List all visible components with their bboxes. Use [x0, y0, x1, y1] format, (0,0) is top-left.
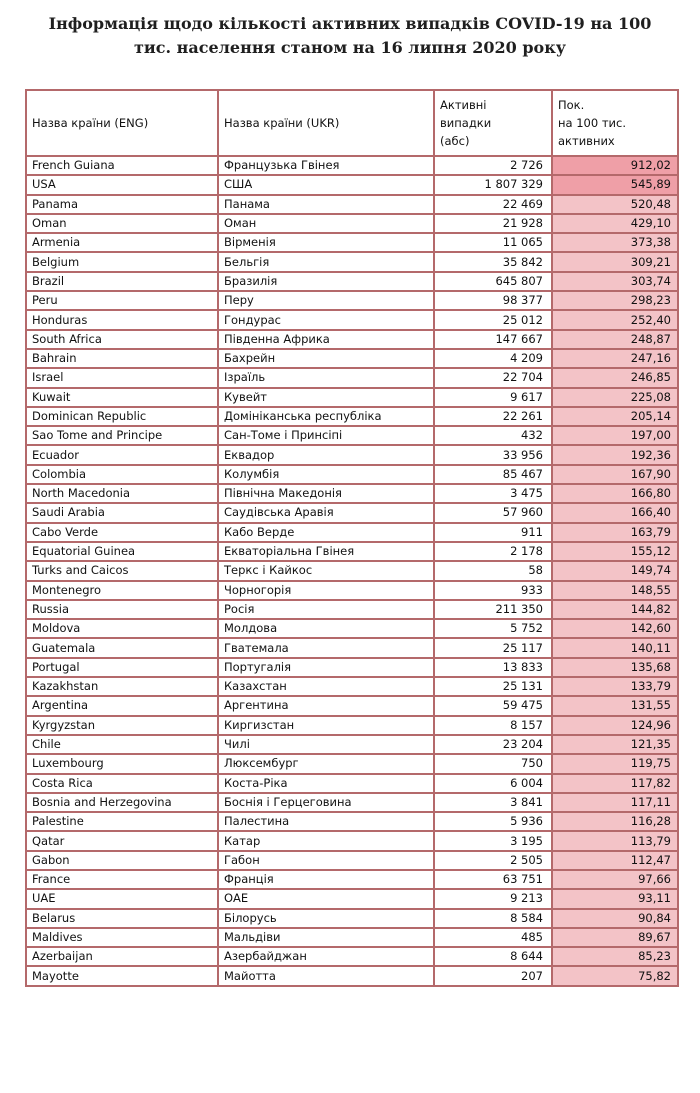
- cell-country-eng: Saudi Arabia: [26, 503, 218, 522]
- cell-country-ukr: Саудівська Аравія: [218, 503, 434, 522]
- cell-active-cases: 25 012: [434, 310, 552, 329]
- cell-rate: 85,23: [552, 947, 678, 966]
- cell-country-eng: Bosnia and Herzegovina: [26, 793, 218, 812]
- cell-rate: 248,87: [552, 330, 678, 349]
- cell-country-ukr: Катар: [218, 831, 434, 850]
- cell-active-cases: 2 178: [434, 542, 552, 561]
- cell-country-ukr: Кувейт: [218, 388, 434, 407]
- cell-country-ukr: Чилі: [218, 735, 434, 754]
- cell-rate: 93,11: [552, 889, 678, 908]
- header-active-line-1: Активні: [440, 98, 487, 112]
- cell-country-ukr: Казахстан: [218, 677, 434, 696]
- cell-rate: 149,74: [552, 561, 678, 580]
- cell-active-cases: 9 213: [434, 889, 552, 908]
- table-row: [26, 252, 678, 271]
- table-row: [26, 619, 678, 638]
- table-row: [26, 947, 678, 966]
- cell-rate: 75,82: [552, 966, 678, 985]
- cell-country-ukr: Молдова: [218, 619, 434, 638]
- cell-active-cases: 3 195: [434, 831, 552, 850]
- header-rate-line-2: на 100 тис.: [558, 116, 626, 130]
- cell-rate: 192,36: [552, 445, 678, 464]
- cell-active-cases: 11 065: [434, 233, 552, 252]
- cell-country-ukr: Кабо Верде: [218, 523, 434, 542]
- cell-country-eng: Chile: [26, 735, 218, 754]
- cell-active-cases: 3 841: [434, 793, 552, 812]
- cell-active-cases: 85 467: [434, 465, 552, 484]
- table-row: [26, 388, 678, 407]
- cell-rate: 520,48: [552, 195, 678, 214]
- cell-rate: 119,75: [552, 754, 678, 773]
- cell-rate: 246,85: [552, 368, 678, 387]
- cell-country-eng: Luxembourg: [26, 754, 218, 773]
- cell-active-cases: 3 475: [434, 484, 552, 503]
- cell-country-eng: Maldives: [26, 928, 218, 947]
- cell-rate: 148,55: [552, 581, 678, 600]
- cell-country-eng: Argentina: [26, 696, 218, 715]
- cell-active-cases: 207: [434, 966, 552, 985]
- header-country-ukr: Назва країни (UKR): [218, 90, 434, 156]
- table-row: [26, 658, 678, 677]
- cell-rate: 121,35: [552, 735, 678, 754]
- header-active-cases: [434, 90, 552, 156]
- header-active-line-2: випадки: [440, 116, 492, 130]
- cell-country-eng: North Macedonia: [26, 484, 218, 503]
- cell-active-cases: 5 936: [434, 812, 552, 831]
- cell-active-cases: 35 842: [434, 252, 552, 271]
- cell-country-ukr: Палестина: [218, 812, 434, 831]
- table-row: [26, 851, 678, 870]
- cell-country-ukr: Габон: [218, 851, 434, 870]
- cell-country-ukr: Сан-Томе і Принсіпі: [218, 426, 434, 445]
- cell-rate: 225,08: [552, 388, 678, 407]
- cell-country-ukr: Північна Македонія: [218, 484, 434, 503]
- cell-active-cases: 147 667: [434, 330, 552, 349]
- table-row: [26, 445, 678, 464]
- cell-active-cases: 5 752: [434, 619, 552, 638]
- cell-country-eng: Azerbaijan: [26, 947, 218, 966]
- table-row: [26, 812, 678, 831]
- cell-country-eng: South Africa: [26, 330, 218, 349]
- cell-country-eng: Belgium: [26, 252, 218, 271]
- cell-active-cases: 485: [434, 928, 552, 947]
- cell-rate: 166,40: [552, 503, 678, 522]
- cell-country-eng: Peru: [26, 291, 218, 310]
- table-row: [26, 600, 678, 619]
- cell-active-cases: 22 469: [434, 195, 552, 214]
- cell-active-cases: 21 928: [434, 214, 552, 233]
- cell-country-ukr: Аргентина: [218, 696, 434, 715]
- cell-country-eng: Dominican Republic: [26, 407, 218, 426]
- cell-country-ukr: Майотта: [218, 966, 434, 985]
- cell-rate: 373,38: [552, 233, 678, 252]
- cell-country-eng: Ecuador: [26, 445, 218, 464]
- table-row: [26, 310, 678, 329]
- cell-active-cases: 58: [434, 561, 552, 580]
- table-row: [26, 928, 678, 947]
- title-line-2: тис. населення станом на 16 липня 2020 року: [133, 38, 566, 57]
- cell-rate: 133,79: [552, 677, 678, 696]
- cell-country-eng: Turks and Caicos: [26, 561, 218, 580]
- cell-active-cases: 432: [434, 426, 552, 445]
- cell-country-ukr: Вірменія: [218, 233, 434, 252]
- cell-rate: 545,89: [552, 175, 678, 194]
- cell-country-ukr: Тeркс і Кайкос: [218, 561, 434, 580]
- cell-active-cases: 8 644: [434, 947, 552, 966]
- cell-country-ukr: США: [218, 175, 434, 194]
- cell-rate: 166,80: [552, 484, 678, 503]
- cell-country-eng: Palestine: [26, 812, 218, 831]
- cell-country-eng: Honduras: [26, 310, 218, 329]
- cell-country-eng: Russia: [26, 600, 218, 619]
- cell-country-eng: Costa Rica: [26, 774, 218, 793]
- table-row: [26, 368, 678, 387]
- cell-country-eng: France: [26, 870, 218, 889]
- table-row: [26, 523, 678, 542]
- cell-country-eng: Moldova: [26, 619, 218, 638]
- header-country-eng: Назва країни (ENG): [26, 90, 218, 156]
- table-row: [26, 156, 678, 175]
- cell-active-cases: 6 004: [434, 774, 552, 793]
- cell-country-eng: USA: [26, 175, 218, 194]
- table-row: [26, 677, 678, 696]
- cell-active-cases: 33 956: [434, 445, 552, 464]
- cell-active-cases: 8 584: [434, 909, 552, 928]
- cell-country-eng: Belarus: [26, 909, 218, 928]
- cell-rate: 117,82: [552, 774, 678, 793]
- cell-country-eng: UAE: [26, 889, 218, 908]
- cell-active-cases: 9 617: [434, 388, 552, 407]
- cell-country-ukr: Ізраїль: [218, 368, 434, 387]
- cell-country-eng: Panama: [26, 195, 218, 214]
- table-row: [26, 330, 678, 349]
- table-row: [26, 831, 678, 850]
- cell-country-eng: Qatar: [26, 831, 218, 850]
- table-row: [26, 542, 678, 561]
- cell-active-cases: 23 204: [434, 735, 552, 754]
- cell-country-eng: Kazakhstan: [26, 677, 218, 696]
- cell-active-cases: 211 350: [434, 600, 552, 619]
- cell-rate: 90,84: [552, 909, 678, 928]
- cell-rate: 117,11: [552, 793, 678, 812]
- cell-country-ukr: Гватемала: [218, 638, 434, 657]
- table-body: [26, 156, 678, 986]
- table-row: [26, 966, 678, 985]
- cell-rate: 912,02: [552, 156, 678, 175]
- cell-country-eng: Brazil: [26, 272, 218, 291]
- cell-country-eng: Portugal: [26, 658, 218, 677]
- table-row: [26, 909, 678, 928]
- table-row: [26, 581, 678, 600]
- cell-country-eng: Guatemala: [26, 638, 218, 657]
- cell-rate: 140,11: [552, 638, 678, 657]
- cell-country-ukr: Португалія: [218, 658, 434, 677]
- header-rate: [552, 90, 678, 156]
- cell-country-ukr: Оман: [218, 214, 434, 233]
- cell-country-eng: Montenegro: [26, 581, 218, 600]
- cell-rate: 124,96: [552, 716, 678, 735]
- cell-active-cases: 98 377: [434, 291, 552, 310]
- cell-rate: 247,16: [552, 349, 678, 368]
- cell-country-ukr: Південна Африка: [218, 330, 434, 349]
- cell-active-cases: 8 157: [434, 716, 552, 735]
- cell-country-ukr: Перу: [218, 291, 434, 310]
- header-active-line-3: (абс): [440, 134, 470, 148]
- cell-active-cases: 13 833: [434, 658, 552, 677]
- cell-rate: 135,68: [552, 658, 678, 677]
- table-row: [26, 561, 678, 580]
- table-row: [26, 195, 678, 214]
- cell-rate: 163,79: [552, 523, 678, 542]
- cell-country-eng: French Guiana: [26, 156, 218, 175]
- cell-active-cases: 63 751: [434, 870, 552, 889]
- table-row: [26, 889, 678, 908]
- page-title: [0, 12, 700, 60]
- cell-active-cases: 59 475: [434, 696, 552, 715]
- cell-country-ukr: Еквадор: [218, 445, 434, 464]
- table-row: [26, 349, 678, 368]
- table-row: [26, 754, 678, 773]
- table-row: [26, 696, 678, 715]
- header-rate-line-3: активних: [558, 134, 615, 148]
- cell-rate: 131,55: [552, 696, 678, 715]
- cell-country-ukr: Бахрейн: [218, 349, 434, 368]
- cell-active-cases: 911: [434, 523, 552, 542]
- cell-rate: 155,12: [552, 542, 678, 561]
- table-row: [26, 638, 678, 657]
- cell-country-ukr: Люксембург: [218, 754, 434, 773]
- cell-country-ukr: Киргизстан: [218, 716, 434, 735]
- cell-rate: 429,10: [552, 214, 678, 233]
- cell-rate: 116,28: [552, 812, 678, 831]
- title-line-1: Інформація щодо кількості активних випадків COVID-19 на 100: [48, 14, 652, 33]
- table-row: [26, 793, 678, 812]
- cell-rate: 303,74: [552, 272, 678, 291]
- cell-country-ukr: Чорногорія: [218, 581, 434, 600]
- table-row: [26, 407, 678, 426]
- cell-rate: 298,23: [552, 291, 678, 310]
- cell-country-eng: Armenia: [26, 233, 218, 252]
- cell-rate: 167,90: [552, 465, 678, 484]
- cell-country-ukr: Панама: [218, 195, 434, 214]
- cell-country-eng: Kuwait: [26, 388, 218, 407]
- cell-rate: 89,67: [552, 928, 678, 947]
- cell-country-ukr: Колумбія: [218, 465, 434, 484]
- cell-rate: 205,14: [552, 407, 678, 426]
- cell-active-cases: 4 209: [434, 349, 552, 368]
- table-row: [26, 735, 678, 754]
- table-header-row: [26, 90, 678, 156]
- cell-country-ukr: Азербайджан: [218, 947, 434, 966]
- table-row: [26, 291, 678, 310]
- cell-rate: 112,47: [552, 851, 678, 870]
- cell-active-cases: 750: [434, 754, 552, 773]
- cell-active-cases: 1 807 329: [434, 175, 552, 194]
- cell-country-eng: Sao Tome and Principe: [26, 426, 218, 445]
- cell-country-eng: Oman: [26, 214, 218, 233]
- cell-country-ukr: Французька Гвінея: [218, 156, 434, 175]
- table-row: [26, 465, 678, 484]
- cell-country-eng: Cabo Verde: [26, 523, 218, 542]
- cell-active-cases: 645 807: [434, 272, 552, 291]
- cell-country-eng: Mayotte: [26, 966, 218, 985]
- cell-rate: 142,60: [552, 619, 678, 638]
- table-row: [26, 774, 678, 793]
- cell-country-eng: Gabon: [26, 851, 218, 870]
- cell-rate: 252,40: [552, 310, 678, 329]
- cell-country-ukr: Росія: [218, 600, 434, 619]
- cell-country-ukr: Гондурас: [218, 310, 434, 329]
- cell-country-ukr: Боснія і Герцеговина: [218, 793, 434, 812]
- cell-active-cases: 933: [434, 581, 552, 600]
- table-row: [26, 716, 678, 735]
- table-row: [26, 503, 678, 522]
- table-row: [26, 870, 678, 889]
- cell-active-cases: 2 505: [434, 851, 552, 870]
- cell-active-cases: 25 131: [434, 677, 552, 696]
- cell-country-eng: Kyrgyzstan: [26, 716, 218, 735]
- cell-country-ukr: Коста-Ріка: [218, 774, 434, 793]
- cell-country-eng: Israel: [26, 368, 218, 387]
- cell-active-cases: 25 117: [434, 638, 552, 657]
- table-row: [26, 272, 678, 291]
- cell-rate: 113,79: [552, 831, 678, 850]
- cell-country-ukr: Екваторіальна Гвінея: [218, 542, 434, 561]
- cell-country-eng: Colombia: [26, 465, 218, 484]
- table-row: [26, 233, 678, 252]
- cell-country-eng: Bahrain: [26, 349, 218, 368]
- cell-rate: 197,00: [552, 426, 678, 445]
- cell-country-ukr: Бельгія: [218, 252, 434, 271]
- cell-active-cases: 57 960: [434, 503, 552, 522]
- table-row: [26, 175, 678, 194]
- cell-country-ukr: ОАЕ: [218, 889, 434, 908]
- header-rate-line-1: Пок.: [558, 98, 585, 112]
- cell-active-cases: 22 704: [434, 368, 552, 387]
- cell-country-eng: Equatorial Guinea: [26, 542, 218, 561]
- cell-country-ukr: Бразилія: [218, 272, 434, 291]
- cell-country-ukr: Білорусь: [218, 909, 434, 928]
- table-row: [26, 214, 678, 233]
- cell-rate: 97,66: [552, 870, 678, 889]
- cell-country-ukr: Домініканська республіка: [218, 407, 434, 426]
- cell-active-cases: 2 726: [434, 156, 552, 175]
- cell-active-cases: 22 261: [434, 407, 552, 426]
- table-row: [26, 484, 678, 503]
- cell-rate: 309,21: [552, 252, 678, 271]
- cell-country-ukr: Франція: [218, 870, 434, 889]
- cell-rate: 144,82: [552, 600, 678, 619]
- cell-country-ukr: Мальдіви: [218, 928, 434, 947]
- table-row: [26, 426, 678, 445]
- covid-table: [25, 89, 679, 987]
